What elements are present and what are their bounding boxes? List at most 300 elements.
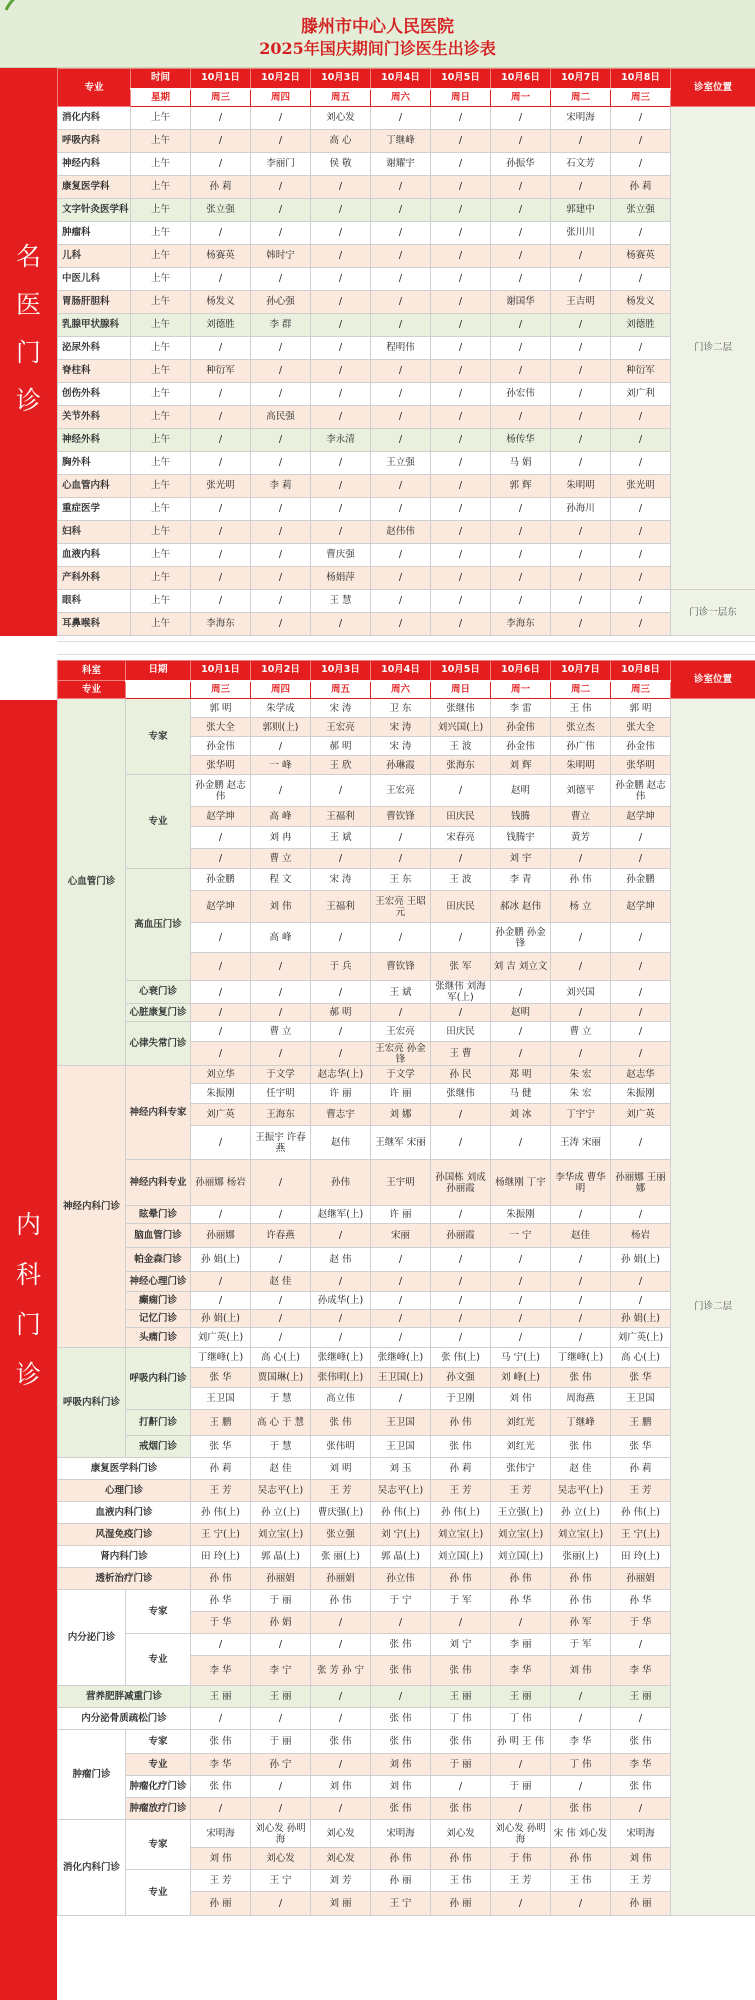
- doctor-cell: 郭 晶(上): [251, 1546, 311, 1568]
- subgroup-neuro: 帕金森门诊: [126, 1248, 191, 1272]
- doctor-cell: 曹 立: [251, 1022, 311, 1042]
- doctor-cell: /: [551, 406, 611, 429]
- doctor-cell: /: [371, 107, 431, 130]
- doctor-cell: /: [311, 383, 371, 406]
- doctor-cell: 马 宁(上): [491, 1348, 551, 1368]
- doctor-cell: /: [311, 222, 371, 245]
- doctor-cell: 高 峰: [251, 807, 311, 827]
- doctor-cell: 张海东: [431, 756, 491, 775]
- doctor-cell: 赵 伟: [311, 1248, 371, 1272]
- doctor-cell: 李 华: [491, 1656, 551, 1686]
- hospital-name: 滕州市中心人民医院: [301, 17, 454, 37]
- subgroup-cardio: 高血压门诊: [126, 869, 191, 981]
- doctor-cell: 高 心(上): [611, 1348, 671, 1368]
- table-row: [58, 1436, 755, 1458]
- time-cell: 上午: [131, 521, 191, 544]
- doctor-cell: /: [431, 1776, 491, 1798]
- doctor-cell: /: [611, 1004, 671, 1022]
- title-band: [0, 0, 755, 68]
- doctor-cell: /: [431, 291, 491, 314]
- table-row: [58, 1708, 755, 1730]
- subgroup-neuro: 癫痫门诊: [126, 1292, 191, 1310]
- doctor-cell: 王宏亮: [311, 718, 371, 737]
- doctor-cell: 王 欣: [311, 756, 371, 775]
- doctor-cell: 王 芳: [491, 1480, 551, 1502]
- doctor-cell: 郝 明: [311, 737, 371, 756]
- table-row: [58, 1686, 755, 1708]
- doctor-cell: 高 峰: [251, 923, 311, 953]
- doctor-cell: 赵志华: [611, 1066, 671, 1084]
- header-date: 10月3日: [311, 69, 371, 89]
- doctor-cell: /: [311, 360, 371, 383]
- doctor-cell: 田庆民: [431, 891, 491, 923]
- doctor-cell: /: [371, 176, 431, 199]
- doctor-cell: 杨娟萍: [311, 567, 371, 590]
- doctor-cell: 刘德胜: [611, 314, 671, 337]
- doctor-cell: 张 伟: [551, 1436, 611, 1458]
- doctor-cell: /: [431, 222, 491, 245]
- header-day: 周四: [251, 681, 311, 699]
- doctor-cell: 刘心发: [311, 1820, 371, 1848]
- doctor-cell: 孙 伟(上): [371, 1502, 431, 1524]
- table-row: [58, 1066, 755, 1084]
- doctor-cell: /: [251, 1634, 311, 1656]
- doctor-cell: 刘德胜: [191, 314, 251, 337]
- doctor-cell: /: [311, 498, 371, 521]
- time-cell: 上午: [131, 199, 191, 222]
- doctor-cell: 王 芳: [191, 1480, 251, 1502]
- doctor-cell: /: [251, 1708, 311, 1730]
- doctor-cell: 宋明海: [371, 1820, 431, 1848]
- table-row: [58, 1004, 755, 1022]
- header-day: 周一: [491, 681, 551, 699]
- doctor-cell: /: [311, 1042, 371, 1066]
- doctor-cell: 孙 伟: [551, 1848, 611, 1870]
- doctor-cell: /: [431, 775, 491, 807]
- header-day: 周三: [191, 89, 251, 107]
- doctor-cell: 朱 宏: [551, 1066, 611, 1084]
- doctor-cell: 刘广利: [611, 383, 671, 406]
- doctor-cell: /: [491, 567, 551, 590]
- doctor-cell: /: [191, 1206, 251, 1224]
- time-cell: 上午: [131, 360, 191, 383]
- doctor-cell: 刘 伟: [491, 1388, 551, 1410]
- doctor-cell: 王 宁(上): [611, 1524, 671, 1546]
- doctor-cell: 王宏亮 王昭元: [371, 891, 431, 923]
- section-label-internal: [0, 700, 57, 2000]
- doctor-cell: /: [551, 452, 611, 475]
- doctor-cell: 张 伟: [371, 1708, 431, 1730]
- doctor-cell: /: [491, 590, 551, 613]
- doctor-cell: /: [251, 222, 311, 245]
- doctor-cell: /: [431, 199, 491, 222]
- doctor-cell: 孙金鹏 赵志伟: [611, 775, 671, 807]
- doctor-cell: 许 丽: [311, 1084, 371, 1104]
- doctor-cell: 孙宏伟: [491, 383, 551, 406]
- doctor-cell: 黄芳: [551, 827, 611, 849]
- doctor-cell: 赵佳: [551, 1224, 611, 1248]
- doctor-cell: 张 伟: [431, 1798, 491, 1820]
- dept-name: 血液内科: [58, 544, 131, 567]
- doctor-cell: 宋 伟 刘心发: [551, 1820, 611, 1848]
- doctor-cell: /: [191, 567, 251, 590]
- doctor-cell: 杨发义: [611, 291, 671, 314]
- doctor-cell: 张立强: [311, 1524, 371, 1546]
- doctor-cell: 孙广伟: [551, 737, 611, 756]
- doctor-cell: /: [251, 429, 311, 452]
- subgroup-neuro: 眩晕门诊: [126, 1206, 191, 1224]
- subgroup-neuro: 神经内科专家: [126, 1066, 191, 1160]
- doctor-cell: 郭 晶(上): [371, 1546, 431, 1568]
- doctor-cell: /: [551, 268, 611, 291]
- doctor-cell: 宋明海: [191, 1820, 251, 1848]
- doctor-cell: 于 华: [191, 1612, 251, 1634]
- doctor-cell: /: [191, 849, 251, 869]
- doctor-cell: 石文芳: [551, 153, 611, 176]
- doctor-cell: /: [371, 1612, 431, 1634]
- subgroup-onc: 专家: [126, 1730, 191, 1754]
- doctor-cell: /: [551, 1042, 611, 1066]
- doctor-cell: 孙伟: [311, 1160, 371, 1206]
- doctor-cell: 谢耀宇: [371, 153, 431, 176]
- doctor-cell: 刘 伟: [611, 1848, 671, 1870]
- doctor-cell: 孙 娟(上): [611, 1248, 671, 1272]
- doctor-cell: /: [491, 544, 551, 567]
- doctor-cell: 赵 佳: [551, 1458, 611, 1480]
- doctor-cell: 张继伟: [431, 1084, 491, 1104]
- doctor-cell: /: [551, 360, 611, 383]
- doctor-cell: 郝 明: [311, 1004, 371, 1022]
- subgroup-cardio: 心衰门诊: [126, 981, 191, 1004]
- doctor-cell: /: [611, 827, 671, 849]
- doctor-cell: 丁 伟: [431, 1708, 491, 1730]
- doctor-cell: /: [311, 1328, 371, 1348]
- doctor-cell: /: [551, 1892, 611, 1916]
- header-date: 10月7日: [551, 69, 611, 89]
- doctor-cell: 孙丽娟: [611, 1568, 671, 1590]
- doctor-cell: /: [371, 360, 431, 383]
- label-char: 诊: [15, 386, 41, 415]
- doctor-cell: 杨传华: [491, 429, 551, 452]
- table-row: [58, 1524, 755, 1546]
- time-cell: 上午: [131, 544, 191, 567]
- doctor-cell: /: [491, 1798, 551, 1820]
- table-row: [58, 1022, 755, 1042]
- doctor-cell: /: [611, 268, 671, 291]
- doctor-cell: 孙 伟: [551, 1590, 611, 1612]
- doctor-cell: 孙 华: [191, 1590, 251, 1612]
- doctor-cell: /: [491, 1310, 551, 1328]
- doctor-cell: /: [251, 383, 311, 406]
- doctor-cell: 孙 莉: [611, 176, 671, 199]
- doctor-cell: 王振宇 许春燕: [251, 1126, 311, 1160]
- doctor-cell: /: [251, 737, 311, 756]
- doctor-cell: /: [431, 268, 491, 291]
- doctor-cell: 张继伟: [431, 699, 491, 718]
- doctor-cell: 孙立伟: [371, 1568, 431, 1590]
- doctor-cell: /: [371, 567, 431, 590]
- doctor-cell: 赵学坤: [611, 891, 671, 923]
- doctor-cell: 张 伟: [431, 1436, 491, 1458]
- doctor-cell: /: [551, 953, 611, 981]
- doctor-cell: 高民强: [251, 406, 311, 429]
- doctor-cell: 孙 丽: [371, 1870, 431, 1892]
- table-row: [58, 268, 755, 291]
- doctor-cell: 张 华: [611, 1436, 671, 1458]
- famous-doctor-section: [0, 68, 755, 636]
- doctor-cell: 王 宁(上): [191, 1524, 251, 1546]
- doctor-cell: /: [491, 360, 551, 383]
- time-cell: 上午: [131, 130, 191, 153]
- doctor-cell: 王 丽: [491, 1686, 551, 1708]
- doctor-cell: 李海东: [191, 613, 251, 636]
- internal-medicine-table: [57, 660, 755, 1916]
- header-day: 周日: [431, 681, 491, 699]
- dept-name: 呼吸内科: [58, 130, 131, 153]
- doctor-cell: 王 宁: [251, 1870, 311, 1892]
- header-day: 周日: [431, 89, 491, 107]
- doctor-cell: 赵学坤: [191, 891, 251, 923]
- doctor-cell: /: [191, 544, 251, 567]
- doctor-cell: /: [611, 1206, 671, 1224]
- header-day: 周二: [551, 89, 611, 107]
- doctor-cell: 张伟明: [311, 1436, 371, 1458]
- table-row: [58, 1870, 755, 1892]
- doctor-cell: /: [431, 107, 491, 130]
- doctor-cell: /: [431, 176, 491, 199]
- doctor-cell: 孙丽娟: [311, 1568, 371, 1590]
- subgroup-gi: 专家: [126, 1820, 191, 1870]
- header-day: 周一: [491, 89, 551, 107]
- doctor-cell: 于 伟: [491, 1848, 551, 1870]
- doctor-cell: 刘广英: [191, 1104, 251, 1126]
- doctor-cell: /: [311, 1708, 371, 1730]
- doctor-cell: 宋明海: [611, 1820, 671, 1848]
- doctor-cell: 李 青: [491, 869, 551, 891]
- doctor-cell: 郭 明: [191, 699, 251, 718]
- doctor-cell: /: [431, 1612, 491, 1634]
- doctor-cell: /: [431, 383, 491, 406]
- doctor-cell: 孙 伟: [431, 1410, 491, 1436]
- dept-name: 肿瘤科: [58, 222, 131, 245]
- doctor-cell: /: [551, 1206, 611, 1224]
- table-row: [58, 406, 755, 429]
- doctor-cell: /: [191, 498, 251, 521]
- doctor-cell: 于卫刚: [431, 1388, 491, 1410]
- doctor-cell: /: [311, 291, 371, 314]
- doctor-cell: /: [611, 406, 671, 429]
- doctor-cell: /: [251, 1042, 311, 1066]
- doctor-cell: 刘立宝(上): [491, 1524, 551, 1546]
- doctor-cell: 孙 娟(上): [191, 1248, 251, 1272]
- doctor-cell: 王立强: [371, 452, 431, 475]
- doctor-cell: 田 玲(上): [611, 1546, 671, 1568]
- doctor-cell: 王 斌: [371, 981, 431, 1004]
- doctor-cell: /: [551, 1310, 611, 1328]
- location-cell: 门诊一层东: [671, 590, 755, 636]
- doctor-cell: /: [311, 775, 371, 807]
- doctor-cell: 贾国琳(上): [251, 1368, 311, 1388]
- doctor-cell: /: [371, 1292, 431, 1310]
- table-row: [58, 1206, 755, 1224]
- doctor-cell: 刘德平: [551, 775, 611, 807]
- doctor-cell: 刘红光: [491, 1410, 551, 1436]
- subgroup-neuro: 头痛门诊: [126, 1328, 191, 1348]
- doctor-cell: 任宇明: [251, 1084, 311, 1104]
- subgroup-neuro: 记忆门诊: [126, 1310, 191, 1328]
- doctor-cell: 宋 涛: [311, 699, 371, 718]
- doctor-cell: 李 华: [611, 1656, 671, 1686]
- doctor-cell: 孙丽娜 杨岩: [191, 1160, 251, 1206]
- doctor-cell: /: [551, 849, 611, 869]
- doctor-cell: /: [251, 107, 311, 130]
- doctor-cell: /: [551, 1328, 611, 1348]
- doctor-cell: 张继伟 刘海军(上): [431, 981, 491, 1004]
- doctor-cell: 孙 伟: [191, 1568, 251, 1590]
- doctor-cell: /: [431, 1126, 491, 1160]
- doctor-cell: 孙金鹏: [611, 869, 671, 891]
- doctor-cell: 张立杰: [551, 718, 611, 737]
- doctor-cell: 刘立宝(上): [251, 1524, 311, 1546]
- doctor-cell: /: [191, 1708, 251, 1730]
- header-day: 周二: [551, 681, 611, 699]
- table-row: [58, 314, 755, 337]
- doctor-cell: /: [311, 923, 371, 953]
- doctor-cell: /: [251, 953, 311, 981]
- doctor-cell: /: [611, 429, 671, 452]
- doctor-cell: /: [431, 1248, 491, 1272]
- doctor-cell: /: [551, 383, 611, 406]
- doctor-cell: /: [191, 268, 251, 291]
- doctor-cell: 高立伟: [311, 1388, 371, 1410]
- doctor-cell: 孙 丽: [191, 1892, 251, 1916]
- doctor-cell: /: [551, 314, 611, 337]
- subgroup-cardio: 心律失常门诊: [126, 1022, 191, 1066]
- doctor-cell: /: [371, 613, 431, 636]
- doctor-cell: /: [491, 1754, 551, 1776]
- doctor-cell: /: [431, 590, 491, 613]
- label-char: 内: [15, 1210, 41, 1239]
- header-time: 时间: [131, 69, 191, 89]
- doctor-cell: /: [431, 1328, 491, 1348]
- doctor-cell: 王 丽: [191, 1686, 251, 1708]
- doctor-cell: /: [371, 475, 431, 498]
- dept-name: 肾内科门诊: [58, 1546, 191, 1568]
- doctor-cell: /: [251, 1798, 311, 1820]
- doctor-cell: /: [431, 360, 491, 383]
- header-day: 周三: [611, 681, 671, 699]
- doctor-cell: /: [251, 590, 311, 613]
- doctor-cell: 刘红光: [491, 1436, 551, 1458]
- doctor-cell: 刘 伟: [191, 1848, 251, 1870]
- doctor-cell: 孙 伟: [551, 869, 611, 891]
- doctor-cell: 李 华: [191, 1754, 251, 1776]
- doctor-cell: 刘 吉 刘立文: [491, 953, 551, 981]
- subgroup-cardio: 专业: [126, 775, 191, 869]
- table-row: [58, 521, 755, 544]
- doctor-cell: 丁继峰(上): [191, 1348, 251, 1368]
- doctor-cell: 孙 立(上): [551, 1502, 611, 1524]
- doctor-cell: 刘广英: [611, 1104, 671, 1126]
- doctor-cell: /: [611, 1022, 671, 1042]
- doctor-cell: 于 慧: [251, 1436, 311, 1458]
- doctor-cell: /: [251, 498, 311, 521]
- doctor-cell: 孙丽霞: [431, 1224, 491, 1248]
- doctor-cell: 孙 娟(上): [611, 1310, 671, 1328]
- doctor-cell: 马 娟: [491, 452, 551, 475]
- doctor-cell: /: [491, 1612, 551, 1634]
- dept-name: 风湿免疫门诊: [58, 1524, 191, 1546]
- doctor-cell: 刘广英(上): [191, 1328, 251, 1348]
- doctor-cell: /: [251, 775, 311, 807]
- doctor-cell: 孙振华: [491, 153, 551, 176]
- header-date: 10月7日: [551, 661, 611, 681]
- doctor-cell: 丁宇宁: [551, 1104, 611, 1126]
- dept-name: 中医儿科: [58, 268, 131, 291]
- dept-name: 创伤外科: [58, 383, 131, 406]
- table-row: [58, 567, 755, 590]
- doctor-cell: /: [371, 498, 431, 521]
- doctor-cell: 张 华: [191, 1436, 251, 1458]
- doctor-cell: 于 军: [551, 1634, 611, 1656]
- subgroup-resp: 戒烟门诊: [126, 1436, 191, 1458]
- table-row: [58, 498, 755, 521]
- doctor-cell: 孙 莉: [611, 1458, 671, 1480]
- doctor-cell: 吴志平(上): [251, 1480, 311, 1502]
- doctor-cell: 刘 宁: [431, 1634, 491, 1656]
- doctor-cell: /: [251, 1248, 311, 1272]
- doctor-cell: /: [611, 1708, 671, 1730]
- doctor-cell: 种衍军: [191, 360, 251, 383]
- doctor-cell: 孙 华: [491, 1590, 551, 1612]
- doctor-cell: /: [431, 923, 491, 953]
- doctor-cell: 曹庆强(上): [311, 1502, 371, 1524]
- subgroup-endo: 专家: [126, 1590, 191, 1634]
- doctor-cell: 朱振刚: [611, 1084, 671, 1104]
- dept-name: 血液内科门诊: [58, 1502, 191, 1524]
- dept-name: 神经外科: [58, 429, 131, 452]
- doctor-cell: /: [431, 1272, 491, 1292]
- doctor-cell: 一 峰: [251, 756, 311, 775]
- doctor-cell: 杨岩: [611, 1224, 671, 1248]
- doctor-cell: /: [491, 498, 551, 521]
- doctor-cell: /: [251, 1292, 311, 1310]
- doctor-cell: /: [551, 1004, 611, 1022]
- doctor-cell: 于 丽: [431, 1754, 491, 1776]
- subgroup-neuro: 神经内科专业: [126, 1160, 191, 1206]
- doctor-cell: /: [431, 1292, 491, 1310]
- header-date: 10月4日: [371, 661, 431, 681]
- table-row: [58, 107, 755, 130]
- time-cell: 上午: [131, 291, 191, 314]
- doctor-cell: /: [551, 521, 611, 544]
- table-row: [58, 1634, 755, 1656]
- doctor-cell: 朱明明: [551, 475, 611, 498]
- doctor-cell: 王 斌: [311, 827, 371, 849]
- doctor-cell: /: [371, 314, 431, 337]
- doctor-cell: 孙 伟(上): [191, 1502, 251, 1524]
- doctor-cell: 于文学: [251, 1066, 311, 1084]
- doctor-cell: 刘 玉: [371, 1458, 431, 1480]
- doctor-cell: 张伟明(上): [311, 1368, 371, 1388]
- doctor-cell: 孙 伟: [491, 1568, 551, 1590]
- doctor-cell: 孙丽娜: [191, 1224, 251, 1248]
- doctor-cell: 孙金伟: [491, 737, 551, 756]
- doctor-cell: /: [431, 521, 491, 544]
- label-char: 门: [15, 1310, 41, 1339]
- doctor-cell: /: [431, 153, 491, 176]
- doctor-cell: /: [311, 1686, 371, 1708]
